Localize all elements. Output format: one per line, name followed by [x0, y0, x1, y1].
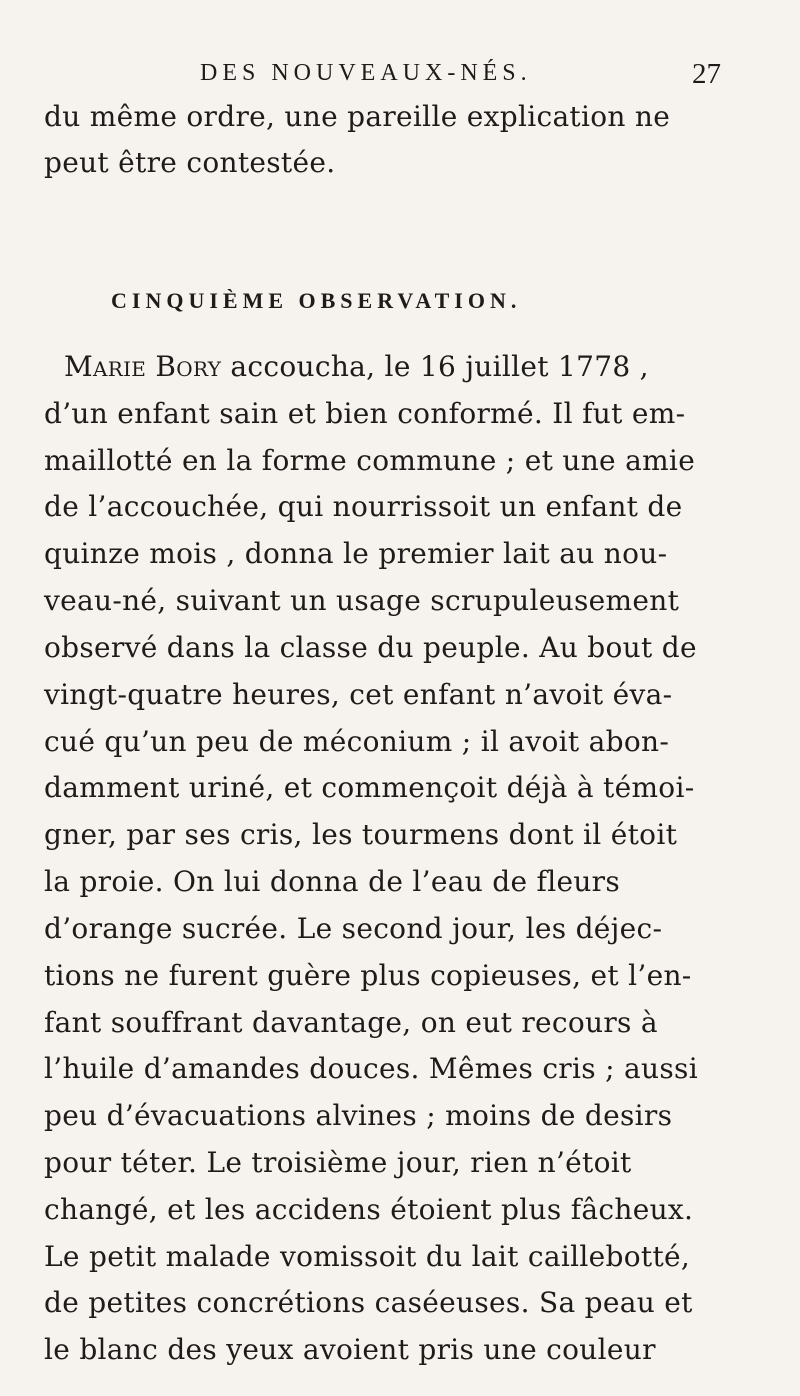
text-line: changé, et les accidens étoient plus fâcheux. — [44, 1193, 694, 1226]
text-line: maillotté en la forme commune ; et une amie — [44, 444, 696, 477]
text-line: peu d’évacuations alvines ; moins de desirs — [44, 1099, 673, 1132]
person-name: Marie Bory — [64, 350, 222, 383]
text-line: veau-né, suivant un usage scrupuleusement — [44, 584, 680, 617]
text-line: peut être contestée. — [44, 146, 336, 179]
text-line: pour téter. Le troisième jour, rien n’étoit — [44, 1146, 632, 1179]
paragraph-first-line — [64, 350, 649, 383]
text-line: d’un enfant sain et bien conformé. Il fut em- — [44, 397, 686, 430]
text-line: Le petit malade vomissoit du lait caillebotté, — [44, 1240, 691, 1273]
text-line: gner, par ses cris, les tourmens dont il étoit — [44, 818, 678, 851]
text-line: du même ordre, une pareille explication ne — [44, 100, 671, 133]
text-line: l’huile d’amandes douces. Mêmes cris ; aussi — [44, 1052, 698, 1085]
page-number: 27 — [692, 58, 721, 90]
text-line: vingt-quatre heures, cet enfant n’avoit éva- — [44, 678, 673, 711]
text-line: de petites concrétions caséeuses. Sa peau et — [44, 1286, 693, 1319]
text-line: le blanc des yeux avoient pris une couleur — [44, 1333, 656, 1366]
text-line: quinze mois , donna le premier lait au nou- — [44, 537, 668, 570]
text-line: d’orange sucrée. Le second jour, les déjec- — [44, 912, 663, 945]
text-fragment: accoucha, le 16 juillet 1778 , — [221, 350, 649, 383]
text-line: cué qu’un peu de méconium ; il avoit abon- — [44, 725, 670, 758]
text-line: de l’accouchée, qui nourrissoit un enfant de — [44, 490, 683, 523]
text-line: la proie. On lui donna de l’eau de fleurs — [44, 865, 621, 898]
text-line: tions ne furent guère plus copieuses, et l’en- — [44, 959, 692, 992]
text-line: damment uriné, et commençoit déjà à témoi- — [44, 771, 695, 804]
running-head: DES NOUVEAUX-NÉS. — [200, 60, 532, 86]
text-line: observé dans la classe du peuple. Au bout de — [44, 631, 697, 664]
section-heading: CINQUIÈME OBSERVATION. — [111, 288, 522, 313]
text-line: fant souffrant davantage, on eut recours à — [44, 1006, 658, 1039]
